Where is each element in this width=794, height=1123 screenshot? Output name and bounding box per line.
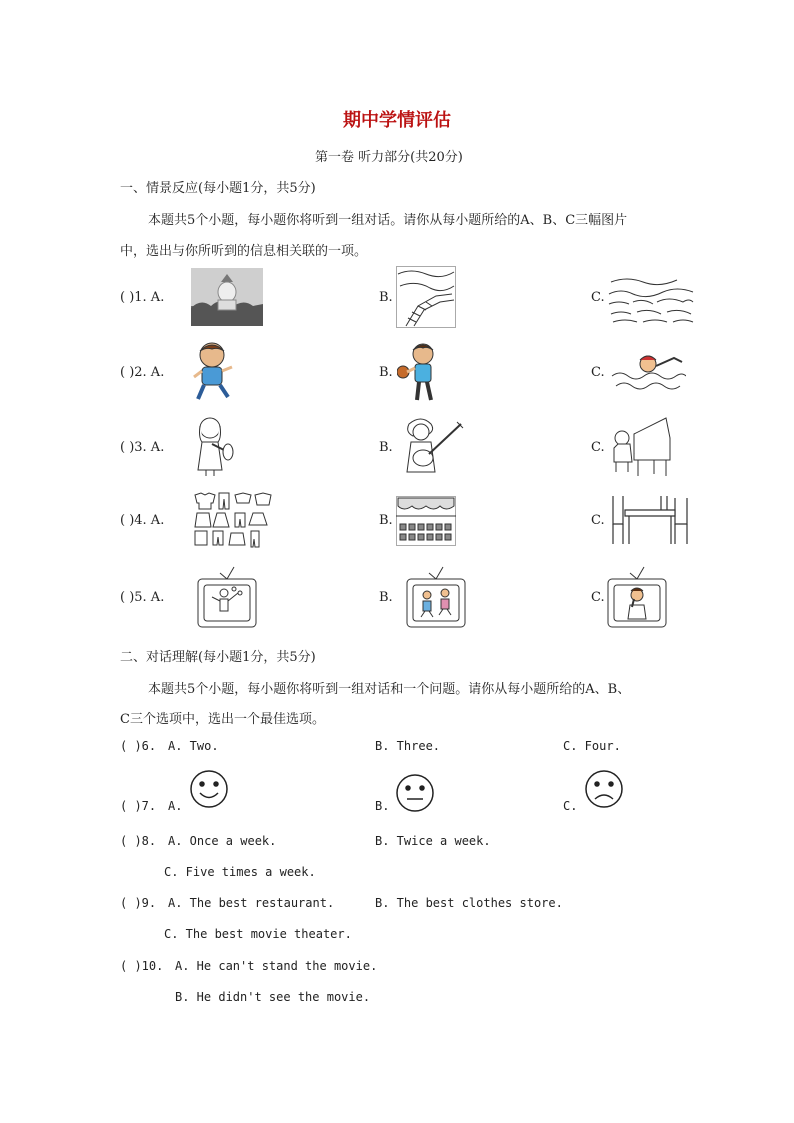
question-5-option-c: C.: [591, 590, 605, 605]
question-10-option-b: B. He didn't see the movie.: [175, 990, 371, 1004]
neutral-face-icon: [395, 773, 435, 813]
question-9-option-b: B. The best clothes store.: [375, 896, 563, 910]
question-7-option-b: B.: [375, 799, 390, 813]
question-5-prefix: ( )5. A.: [120, 590, 165, 605]
question-6-option-c: C. Four.: [563, 739, 621, 753]
section1-instruction-1: 本题共5个小题，每小题你将听到一组对话。请你从每小题所给的A、B、C三幅图片: [148, 213, 628, 228]
boy-basketball: [397, 342, 439, 402]
question-4-option-c: C.: [591, 513, 605, 528]
great-wall-drawing: [396, 266, 456, 328]
page-subtitle: 第一卷 听力部分(共20分): [315, 150, 463, 165]
page-title: 期中学情评估: [343, 110, 451, 131]
swimmer: [610, 348, 686, 394]
question-4-prefix: ( )4. A.: [120, 513, 165, 528]
section1-heading: 一、情景反应(每小题1分，共5分): [120, 181, 316, 196]
river-waves-drawing: [607, 272, 695, 328]
question-9-option-a: A. The best restaurant.: [168, 896, 335, 910]
question-10-prefix: ( )10.: [120, 959, 164, 973]
question-8-option-c: C. Five times a week.: [164, 865, 316, 879]
question-8-option-a: A. Once a week.: [168, 834, 277, 848]
question-7-option-a: A.: [168, 799, 183, 813]
question-1-prefix: ( )1. A.: [120, 290, 165, 305]
girl-violin: [192, 414, 238, 478]
tv-dancers: [403, 563, 469, 629]
question-8-option-b: B. Twice a week.: [375, 834, 491, 848]
dining-table: [609, 494, 691, 546]
question-6-option-a: A. Two.: [168, 739, 219, 753]
girl-piano: [608, 414, 672, 478]
question-2-option-b: B.: [379, 365, 393, 380]
question-10-option-a: A. He can't stand the movie.: [175, 959, 378, 973]
section2-heading: 二、对话理解(每小题1分，共5分): [120, 650, 316, 665]
question-3-option-b: B.: [379, 440, 393, 455]
sad-face-icon: [584, 769, 624, 809]
section2-instruction-2: C三个选项中，选出一个最佳选项。: [120, 712, 325, 727]
question-6-option-b: B. Three.: [375, 739, 441, 753]
clothes-set: [193, 491, 275, 549]
question-1-option-b: B.: [379, 290, 393, 305]
question-1-option-c: C.: [591, 290, 605, 305]
question-5-option-b: B.: [379, 590, 393, 605]
question-3-option-c: C.: [591, 440, 605, 455]
question-2-option-c: C.: [591, 365, 605, 380]
section1-instruction-2: 中，选出与你所听到的信息相关联的一项。: [120, 244, 368, 259]
question-4-option-b: B.: [379, 513, 393, 528]
question-6-prefix: ( )6.: [120, 739, 157, 753]
question-9-option-c: C. The best movie theater.: [164, 927, 352, 941]
question-7-option-c: C.: [563, 799, 578, 813]
question-8-prefix: ( )8.: [120, 834, 157, 848]
girl-guitar: [401, 414, 465, 478]
question-9-prefix: ( )9.: [120, 896, 157, 910]
theater-seats: [396, 496, 456, 546]
boy-running: [192, 341, 234, 403]
question-7-prefix: ( )7.: [120, 799, 157, 813]
question-3-prefix: ( )3. A.: [120, 440, 165, 455]
pagoda-photo: [191, 268, 263, 326]
tv-magician: [194, 563, 260, 629]
section2-instruction-1: 本题共5个小题，每小题你将听到一组对话和一个问题。请你从每小题所给的A、B、: [148, 682, 631, 697]
question-2-prefix: ( )2. A.: [120, 365, 165, 380]
happy-face-icon: [189, 769, 229, 809]
tv-singer: [604, 563, 670, 629]
